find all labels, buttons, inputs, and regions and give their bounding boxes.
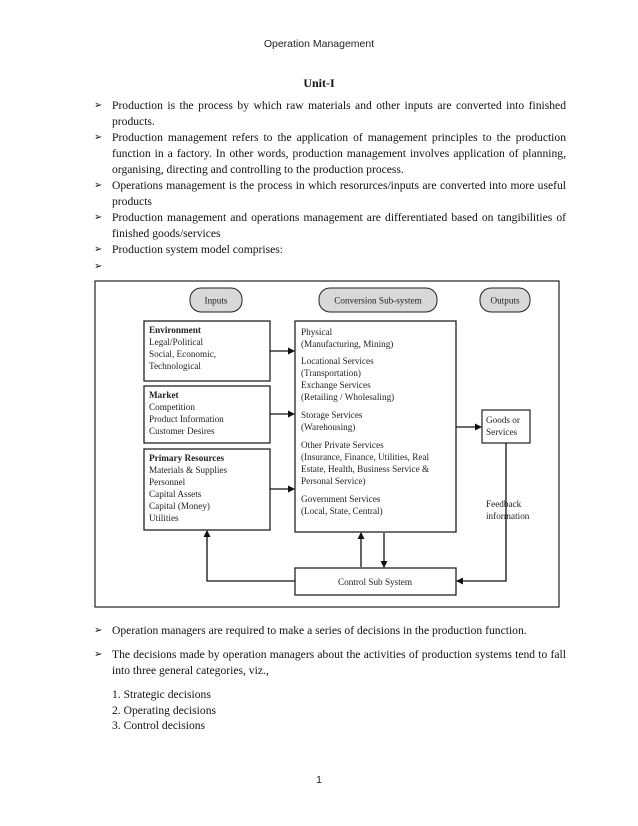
bullet-text: Production system model comprises: xyxy=(112,243,283,256)
conversion-line: Exchange Services xyxy=(301,380,371,390)
feedback-label: Feedback xyxy=(486,499,522,509)
conversion-line: (Local, State, Central) xyxy=(301,506,383,516)
conversion-line: Estate, Health, Business Service & xyxy=(301,464,430,474)
arrow-bullet-icon: ➢ xyxy=(94,244,103,255)
arrow-bullet-icon: ➢ xyxy=(94,649,103,660)
running-header: Operation Management xyxy=(263,38,375,50)
lower-bullet xyxy=(94,647,566,679)
arrow-bullet-icon: ➢ xyxy=(94,625,103,636)
outputs-header-label: Outputs xyxy=(490,295,520,306)
arrow-bullet-icon: ➢ xyxy=(94,100,103,111)
conversion-line: (Warehousing) xyxy=(301,422,356,432)
conversion-line: Storage Services xyxy=(301,410,363,420)
conversion-line: (Retailing / Wholesaling) xyxy=(301,392,395,402)
environment-line: Social, Economic, xyxy=(149,349,217,359)
conversion-line: Government Services xyxy=(301,494,381,504)
bullet-item xyxy=(94,647,566,679)
primary-resources-line: Materials & Supplies xyxy=(149,465,228,475)
conversion-line: Physical xyxy=(301,327,333,337)
page-number: 1 xyxy=(316,775,322,786)
inputs-header-label: Inputs xyxy=(204,295,228,306)
bullet-item xyxy=(94,623,566,639)
primary-resources-line: Capital Assets xyxy=(149,489,202,499)
conversion-line: Locational Services xyxy=(301,356,374,366)
primary-resources-line: Utilities xyxy=(149,513,179,523)
control-subsystem-label: Control Sub System xyxy=(337,577,413,587)
feedback-label: information xyxy=(486,511,530,521)
bullet-item xyxy=(94,242,566,258)
environment-line: Technological xyxy=(149,361,201,371)
bullet-text: The decisions made by operation managers about the activities of production systems tend to fall into three general categories, viz., xyxy=(112,648,566,677)
bullet-text: Operation managers are required to make a series of decisions in the production function. xyxy=(112,624,527,637)
bullet-item xyxy=(94,210,566,242)
goods-services-line: Goods or xyxy=(486,415,520,425)
primary-resources-line: Personnel xyxy=(149,477,186,487)
arrow-bullet-icon: ➢ xyxy=(94,132,103,143)
production-system-diagram xyxy=(94,280,560,610)
bullet-item xyxy=(94,98,566,130)
decision-list xyxy=(112,687,216,734)
lower-bullet xyxy=(94,623,566,639)
goods-services-line: Services xyxy=(486,427,518,437)
intro-bullet-list xyxy=(94,98,566,258)
bullet-item xyxy=(94,178,566,210)
arrow-bullet-icon: ➢ xyxy=(94,180,103,191)
market-line: Customer Desires xyxy=(149,426,215,436)
market-line: Product Information xyxy=(149,414,224,424)
conversion-header-label: Conversion Sub-system xyxy=(334,295,422,306)
decision-item: 1. Strategic decisions xyxy=(112,688,211,701)
decision-item: 3. Control decisions xyxy=(112,719,206,732)
bullet-item xyxy=(94,130,566,178)
arrow-bullet-icon: ➢ xyxy=(94,261,103,272)
arrow-bullet-icon: ➢ xyxy=(94,212,103,223)
environment-line: Legal/Political xyxy=(149,337,204,347)
primary-resources-title: Primary Resources xyxy=(149,453,225,463)
decision-item: 2. Operating decisions xyxy=(112,703,216,717)
conversion-line: (Transportation) xyxy=(301,368,361,378)
bullet-text: Operations management is the process in which resorurces/inputs are converted into more useful products xyxy=(112,179,566,208)
conversion-line: Personal Service) xyxy=(301,476,366,486)
bullet-text: Production management refers to the application of management principles to the production function in a factory. In other words, production management involves application of planning, organising, directing and controlling to the production process. xyxy=(112,131,566,176)
bullet-text: Production is the process by which raw materials and other inputs are converted into finished products. xyxy=(112,99,566,128)
market-title: Market xyxy=(149,390,179,400)
market-line: Competition xyxy=(149,402,195,412)
environment-title: Environment xyxy=(149,325,201,335)
conversion-line: (Insurance, Finance, Utilities, Real xyxy=(301,452,430,462)
conversion-line: Other Private Services xyxy=(301,440,384,450)
unit-title: Unit-I xyxy=(303,76,335,90)
bullet-text: Production management and operations management are differentiated based on tangibilities of finished goods/services xyxy=(112,211,566,240)
conversion-line: (Manufacturing, Mining) xyxy=(301,339,394,349)
primary-resources-line: Capital (Money) xyxy=(149,501,210,511)
